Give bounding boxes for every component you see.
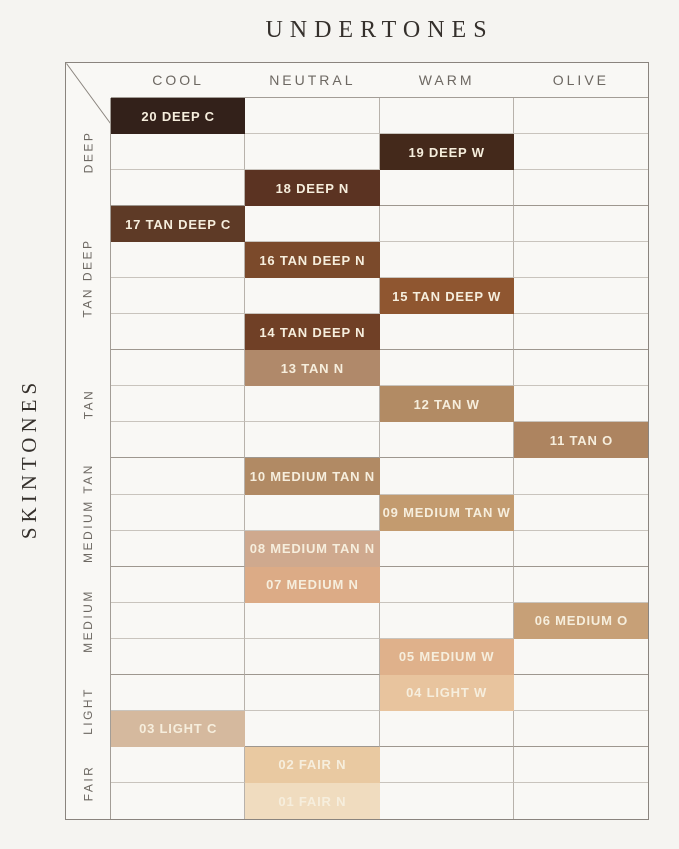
column-header-cool: COOL bbox=[152, 72, 204, 88]
grid-cell bbox=[380, 278, 514, 314]
row-group-label-text: DEEP bbox=[81, 130, 95, 174]
grid-cell bbox=[380, 206, 514, 242]
grid-cell bbox=[111, 206, 245, 242]
row-group-label-tan bbox=[66, 350, 110, 458]
row-group-label-text: TAN bbox=[80, 389, 95, 420]
row-group-label-text: MEDIUM bbox=[81, 588, 96, 653]
skintones-axis-label-text: SKINTONES bbox=[17, 377, 42, 540]
shade-swatch-18-deep-n: 18 DEEP N bbox=[245, 170, 379, 206]
grid-cell bbox=[380, 567, 514, 603]
grid-cell bbox=[245, 98, 379, 134]
row-group-label-text: LIGHT bbox=[81, 686, 95, 735]
grid-cell bbox=[514, 386, 648, 422]
row-group-label-text: MEDIUM TAN bbox=[81, 462, 96, 563]
grid-cell bbox=[111, 422, 245, 458]
grid-cell bbox=[514, 206, 648, 242]
shade-swatch-07-medium-n: 07 MEDIUM N bbox=[245, 567, 379, 603]
shade-grid bbox=[111, 98, 648, 819]
grid-cell bbox=[245, 675, 379, 711]
skintones-axis-label bbox=[10, 97, 50, 820]
grid-cell bbox=[245, 386, 379, 422]
grid-cell bbox=[380, 350, 514, 386]
shade-swatch-19-deep-w: 19 DEEP W bbox=[380, 134, 514, 170]
grid-cell bbox=[111, 783, 245, 819]
grid-cell bbox=[245, 567, 379, 603]
shade-swatch-01-fair-n: 01 FAIR N bbox=[245, 783, 379, 819]
grid-cell bbox=[514, 350, 648, 386]
grid-cell bbox=[380, 422, 514, 458]
grid-cell bbox=[245, 711, 379, 747]
grid-cell bbox=[514, 278, 648, 314]
grid-cell bbox=[245, 458, 379, 494]
grid-cell bbox=[245, 350, 379, 386]
grid-cell bbox=[111, 567, 245, 603]
grid-cell bbox=[245, 314, 379, 350]
shade-swatch-09-medium-tan-w: 09 MEDIUM TAN W bbox=[380, 495, 514, 531]
grid-cell bbox=[514, 495, 648, 531]
grid-cell bbox=[514, 314, 648, 350]
grid-cell bbox=[514, 531, 648, 567]
grid-cell bbox=[380, 98, 514, 134]
grid-cell bbox=[514, 98, 648, 134]
grid-cell bbox=[245, 531, 379, 567]
row-group-label-text: FAIR bbox=[80, 764, 95, 802]
grid-cell bbox=[245, 783, 379, 819]
shade-swatch-14-tan-deep-n: 14 TAN DEEP N bbox=[245, 314, 379, 350]
grid-cell bbox=[514, 603, 648, 639]
grid-cell bbox=[380, 639, 514, 675]
grid-cell bbox=[380, 458, 514, 494]
grid-cell bbox=[380, 170, 514, 206]
column-header-olive: OLIVE bbox=[552, 72, 609, 88]
skintones-label-column bbox=[66, 98, 111, 819]
row-group-label-medium-tan bbox=[66, 459, 110, 567]
grid-cell bbox=[380, 747, 514, 783]
grid-cell bbox=[380, 711, 514, 747]
grid-cell bbox=[111, 603, 245, 639]
grid-cell bbox=[111, 350, 245, 386]
shade-swatch-11-tan-o: 11 TAN O bbox=[514, 422, 648, 458]
column-header-warm: WARM bbox=[418, 72, 475, 88]
grid-cell bbox=[380, 675, 514, 711]
grid-cell bbox=[111, 531, 245, 567]
grid-cell bbox=[514, 242, 648, 278]
grid-cell bbox=[245, 603, 379, 639]
grid-cell bbox=[514, 170, 648, 206]
shade-swatch-02-fair-n: 02 FAIR N bbox=[245, 747, 379, 783]
grid-cell bbox=[245, 278, 379, 314]
row-group-label-fair bbox=[66, 747, 110, 819]
grid-cell bbox=[245, 242, 379, 278]
grid-cell bbox=[514, 567, 648, 603]
grid-cell bbox=[514, 458, 648, 494]
chart-title: UNDERTONES bbox=[265, 17, 494, 43]
grid-cell bbox=[111, 386, 245, 422]
grid-cell bbox=[514, 711, 648, 747]
grid-cell bbox=[111, 711, 245, 747]
shade-swatch-17-tan-deep-c: 17 TAN DEEP C bbox=[111, 206, 245, 242]
grid-cell bbox=[380, 783, 514, 819]
grid-cell bbox=[380, 134, 514, 170]
shade-swatch-20-deep-c: 20 DEEP C bbox=[111, 98, 245, 134]
grid-cell bbox=[514, 675, 648, 711]
row-group-label-medium bbox=[66, 567, 110, 675]
grid-cell bbox=[514, 783, 648, 819]
grid-cell bbox=[111, 458, 245, 494]
grid-cell bbox=[111, 747, 245, 783]
grid-cell bbox=[514, 747, 648, 783]
grid-cell bbox=[380, 314, 514, 350]
row-group-label-tan-deep bbox=[66, 206, 110, 350]
grid-cell bbox=[380, 603, 514, 639]
grid-cell bbox=[514, 639, 648, 675]
shade-swatch-06-medium-o: 06 MEDIUM O bbox=[514, 603, 648, 639]
grid-cell bbox=[111, 134, 245, 170]
grid-cell bbox=[111, 98, 245, 134]
grid-cell bbox=[111, 242, 245, 278]
grid-cell bbox=[111, 639, 245, 675]
column-header-neutral: NEUTRAL bbox=[269, 72, 356, 88]
grid-cell bbox=[245, 495, 379, 531]
row-group-label-deep bbox=[66, 98, 110, 206]
shade-swatch-16-tan-deep-n: 16 TAN DEEP N bbox=[245, 242, 379, 278]
row-group-label-text: TAN DEEP bbox=[81, 238, 95, 318]
grid-cell bbox=[380, 386, 514, 422]
grid-cell bbox=[111, 314, 245, 350]
undertones-header-row bbox=[111, 63, 648, 98]
grid-cell bbox=[111, 675, 245, 711]
shade-swatch-12-tan-w: 12 TAN W bbox=[380, 386, 514, 422]
grid-cell bbox=[245, 747, 379, 783]
shade-table bbox=[65, 62, 649, 820]
grid-cell bbox=[245, 422, 379, 458]
grid-cell bbox=[111, 278, 245, 314]
shade-swatch-04-light-w: 04 LIGHT W bbox=[380, 675, 514, 711]
shade-swatch-05-medium-w: 05 MEDIUM W bbox=[380, 639, 514, 675]
grid-cell bbox=[245, 639, 379, 675]
grid-cell bbox=[514, 422, 648, 458]
grid-cell bbox=[380, 531, 514, 567]
shade-swatch-08-medium-tan-n: 08 MEDIUM TAN N bbox=[245, 531, 379, 567]
grid-cell bbox=[111, 170, 245, 206]
grid-cell bbox=[245, 206, 379, 242]
shade-swatch-03-light-c: 03 LIGHT C bbox=[111, 711, 245, 747]
grid-cell bbox=[245, 170, 379, 206]
shade-swatch-15-tan-deep-w: 15 TAN DEEP W bbox=[380, 278, 514, 314]
row-group-label-light bbox=[66, 675, 110, 747]
grid-cell bbox=[380, 242, 514, 278]
grid-cell bbox=[380, 495, 514, 531]
grid-cell bbox=[245, 134, 379, 170]
shade-swatch-10-medium-tan-n: 10 MEDIUM TAN N bbox=[245, 458, 379, 494]
grid-cell bbox=[514, 134, 648, 170]
shade-swatch-13-tan-n: 13 TAN N bbox=[245, 350, 379, 386]
grid-cell bbox=[111, 495, 245, 531]
